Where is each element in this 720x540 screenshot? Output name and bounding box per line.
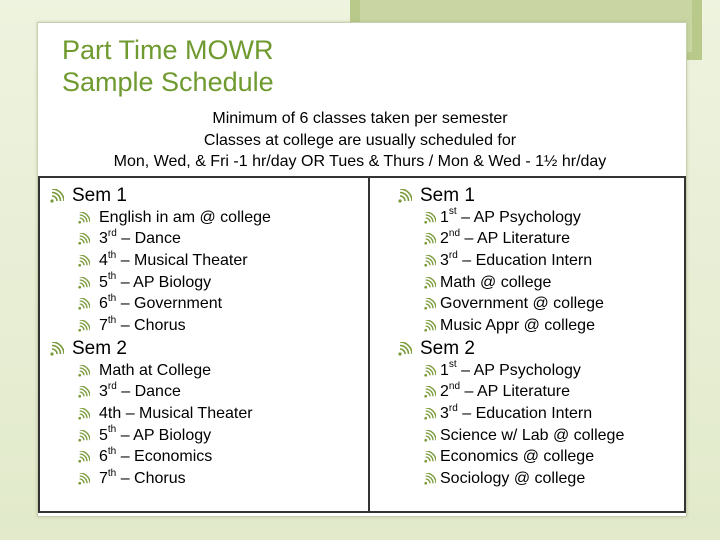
left-sem1-heading	[50, 184, 127, 208]
wifi-bullet-icon	[78, 212, 90, 224]
ordinal-suffix: th	[107, 424, 117, 436]
wifi-bullet-icon	[424, 277, 436, 289]
wifi-bullet-icon	[78, 408, 90, 420]
class-name: – AP Psychology	[456, 361, 581, 379]
list-item	[424, 207, 581, 228]
wifi-bullet-icon	[78, 277, 90, 289]
ordinal-suffix: rd	[107, 380, 117, 392]
list-item-text	[99, 445, 213, 466]
list-item-text	[440, 427, 624, 445]
period-number: 7	[99, 317, 108, 334]
wifi-bullet-icon	[424, 430, 436, 442]
ordinal-suffix: th	[107, 445, 117, 457]
wifi-bullet-icon	[78, 386, 90, 398]
left-sem2-heading	[50, 337, 127, 361]
wifi-bullet-icon	[424, 473, 436, 485]
wifi-bullet-icon	[78, 365, 90, 377]
class-name: – AP Psychology	[456, 208, 581, 226]
wifi-bullet-icon	[424, 212, 436, 224]
list-item	[78, 316, 186, 337]
list-item	[424, 294, 604, 315]
list-item	[78, 272, 211, 293]
list-item	[78, 382, 181, 403]
list-item	[78, 360, 211, 381]
period-number: 4	[99, 251, 108, 269]
ordinal-suffix: nd	[448, 380, 461, 392]
right-sem1-heading	[398, 184, 475, 208]
subtitle-line-3: Mon, Wed, & Fri -1 hr/day OR Tues & Thurs / Mon & Wed - 1½ hr/day	[113, 153, 607, 170]
list-item-text	[440, 249, 593, 270]
list-item-text	[440, 448, 594, 466]
list-item	[78, 447, 212, 468]
list-item	[78, 469, 186, 490]
wifi-bullet-icon	[424, 320, 436, 332]
period-number: 1	[440, 361, 449, 379]
wifi-bullet-icon	[78, 233, 90, 245]
list-item	[424, 250, 592, 271]
ordinal-suffix: th	[107, 271, 117, 283]
slide-subtitle	[40, 108, 680, 173]
list-item-text	[99, 380, 181, 401]
list-item	[424, 360, 581, 381]
ordinal-suffix: nd	[448, 227, 461, 239]
subtitle-line-1: Minimum of 6 classes taken per semester	[212, 110, 508, 127]
ordinal-suffix: th	[107, 249, 117, 261]
list-item-text	[99, 249, 248, 270]
wifi-bullet-icon	[398, 342, 412, 356]
title-line-2: Sample Schedule	[62, 67, 274, 97]
wifi-bullet-icon	[424, 298, 436, 310]
list-item	[78, 250, 248, 271]
wifi-bullet-icon	[424, 408, 436, 420]
semester-label: Sem 2	[420, 338, 475, 359]
class-name: Math at College	[99, 361, 212, 379]
list-item-text	[99, 227, 181, 248]
list-item-text	[440, 274, 551, 292]
wifi-bullet-icon	[78, 430, 90, 442]
ordinal-suffix: rd	[448, 249, 458, 261]
class-name: – Chorus	[116, 317, 186, 334]
list-item-text	[99, 405, 253, 423]
list-item-text	[440, 359, 581, 380]
list-item	[78, 425, 211, 446]
class-name: 4th – Musical Theater	[99, 404, 253, 422]
ordinal-suffix: th	[107, 467, 117, 479]
wifi-bullet-icon	[398, 189, 412, 203]
wifi-bullet-icon	[424, 255, 436, 267]
list-item	[78, 207, 271, 228]
class-name: – Chorus	[116, 470, 186, 487]
list-item	[424, 447, 594, 468]
period-number: 1	[440, 208, 449, 226]
list-item	[424, 425, 624, 446]
period-number: 6	[99, 448, 108, 466]
semester-label: Sem 1	[420, 185, 475, 206]
period-number: 3	[99, 230, 108, 248]
semester-label: Sem 1	[72, 185, 127, 206]
wifi-bullet-icon	[424, 365, 436, 377]
list-item-text	[99, 362, 211, 380]
wifi-bullet-icon	[424, 233, 436, 245]
period-number: 6	[99, 295, 108, 313]
wifi-bullet-icon	[78, 451, 90, 463]
class-name: – Education Intern	[457, 251, 593, 269]
list-item-text	[440, 227, 571, 248]
period-number: 5	[99, 273, 108, 291]
list-item-text	[99, 424, 212, 445]
wifi-bullet-icon	[78, 320, 90, 332]
wifi-bullet-icon	[78, 473, 90, 485]
class-name: Math @ college	[440, 273, 552, 291]
period-number: 3	[440, 251, 449, 269]
class-name: – AP Literature	[460, 383, 571, 401]
list-item-text	[440, 402, 593, 423]
list-item	[424, 403, 592, 424]
wifi-bullet-icon	[78, 255, 90, 267]
list-item-text	[440, 470, 585, 488]
list-item-text	[99, 292, 223, 313]
wifi-bullet-icon	[424, 451, 436, 463]
class-name: – Economics	[116, 448, 213, 466]
list-item-text	[440, 206, 581, 227]
class-name: – Education Intern	[457, 404, 593, 422]
period-number: 2	[440, 230, 449, 248]
title-line-1: Part Time MOWR	[62, 35, 274, 65]
list-item-text	[99, 314, 186, 335]
ordinal-suffix: th	[107, 314, 117, 326]
class-name: – Musical Theater	[116, 251, 248, 269]
wifi-bullet-icon	[78, 298, 90, 310]
ordinal-suffix: rd	[107, 227, 117, 239]
period-number: 5	[99, 426, 108, 444]
ordinal-suffix: st	[448, 359, 457, 371]
list-item-text	[440, 317, 595, 335]
list-item-text	[99, 271, 212, 292]
period-number: 3	[440, 404, 449, 422]
class-name: Economics @ college	[440, 448, 595, 466]
list-item-text	[440, 295, 604, 313]
class-name: Government @ college	[440, 295, 604, 313]
list-item	[424, 272, 551, 293]
ordinal-suffix: st	[448, 206, 457, 218]
wifi-bullet-icon	[50, 342, 64, 356]
class-name: – Government	[116, 295, 223, 313]
class-name: Music Appr @ college	[440, 317, 595, 334]
subtitle-line-2: Classes at college are usually scheduled for	[203, 131, 517, 149]
semester-label: Sem 2	[72, 338, 127, 359]
class-name: Sociology @ college	[440, 470, 586, 487]
class-name: Science w/ Lab @ college	[440, 426, 625, 444]
right-sem2-heading	[398, 337, 475, 361]
list-item	[78, 229, 181, 250]
class-name: – Dance	[116, 383, 181, 401]
list-item	[424, 316, 595, 337]
ordinal-suffix: th	[107, 292, 117, 304]
list-item-text	[99, 209, 271, 227]
list-item-text	[99, 467, 186, 488]
class-name: English in am @ college	[99, 208, 271, 226]
list-item	[424, 382, 570, 403]
wifi-bullet-icon	[50, 189, 64, 203]
ordinal-suffix: rd	[448, 402, 458, 414]
class-name: – AP Biology	[116, 426, 212, 444]
class-name: – Dance	[116, 230, 181, 248]
period-number: 3	[99, 383, 108, 401]
period-number: 7	[99, 470, 108, 487]
wifi-bullet-icon	[424, 386, 436, 398]
list-item	[424, 469, 585, 490]
list-item	[78, 403, 253, 424]
class-name: – AP Biology	[116, 273, 212, 291]
slide-title	[62, 34, 274, 98]
list-item-text	[440, 380, 571, 401]
list-item	[78, 294, 222, 315]
class-name: – AP Literature	[460, 230, 571, 248]
list-item	[424, 229, 570, 250]
period-number: 2	[440, 383, 449, 401]
